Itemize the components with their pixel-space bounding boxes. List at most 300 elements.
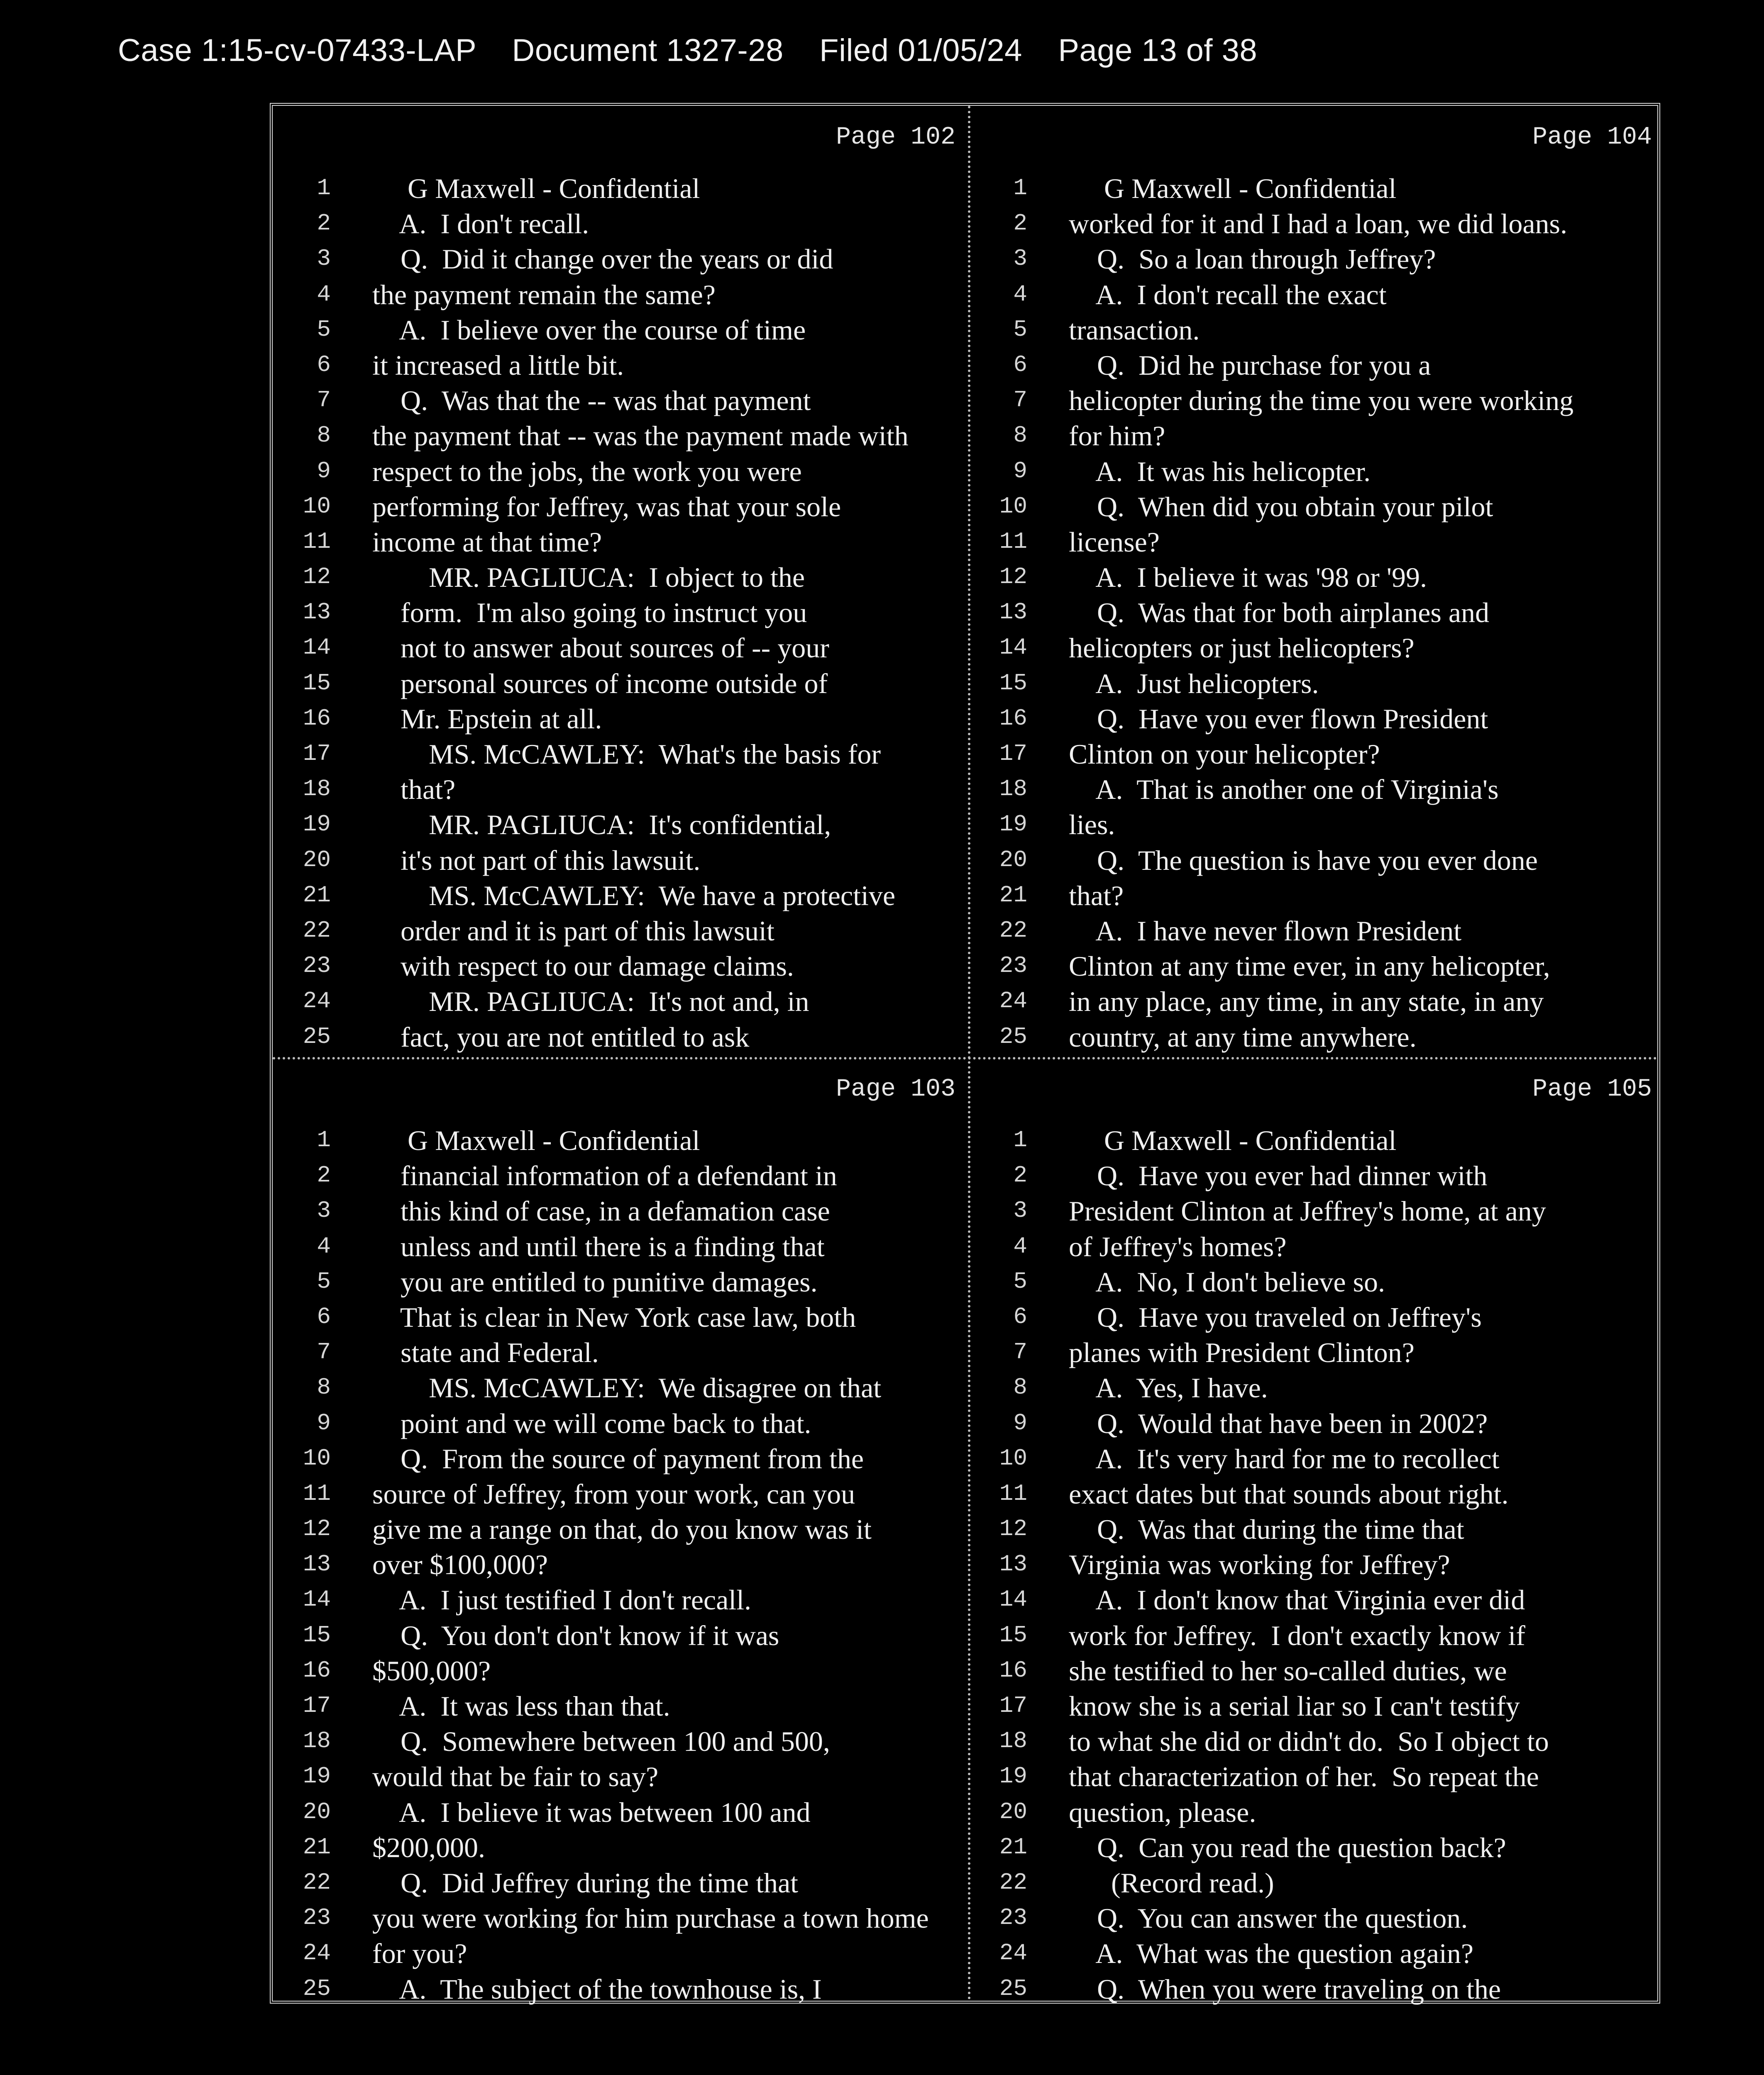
- line-text: form. I'm also going to instruct you: [372, 597, 807, 629]
- line-text: it's not part of this lawsuit.: [372, 844, 701, 876]
- transcript-line: [969, 1372, 1664, 1407]
- transcript-line: [969, 844, 1664, 879]
- transcript-line: [969, 915, 1664, 950]
- transcript-line: [273, 738, 968, 773]
- line-text: not to answer about sources of -- your: [372, 632, 829, 664]
- line-text: A. The subject of the townhouse is, I: [372, 1973, 822, 2005]
- line-text: A. I have never flown President: [1069, 915, 1462, 947]
- line-number: 17: [999, 740, 1027, 767]
- transcript-lines: [969, 172, 1664, 1056]
- transcript-line: [969, 1301, 1664, 1336]
- transcript-line: [273, 844, 968, 879]
- line-text: country, at any time anywhere.: [1069, 1021, 1417, 1053]
- line-text: A. I don't recall the exact: [1069, 278, 1387, 310]
- transcript-line: [969, 1336, 1664, 1372]
- transcript-line: [273, 1973, 968, 2008]
- transcript-line: [969, 596, 1664, 632]
- transcript-line: [969, 773, 1664, 808]
- line-text: exact dates but that sounds about right.: [1069, 1478, 1509, 1510]
- line-text: A. It's very hard for me to recollect: [1069, 1443, 1500, 1474]
- line-number: 14: [303, 634, 331, 661]
- line-number: 6: [1013, 1303, 1027, 1330]
- transcript-line: [969, 1230, 1664, 1266]
- line-number: 21: [303, 1833, 331, 1860]
- transcript-line: [273, 278, 968, 314]
- line-text: give me a range on that, do you know was it: [372, 1514, 872, 1545]
- line-text: $500,000?: [372, 1655, 491, 1687]
- line-number: 19: [999, 811, 1027, 838]
- transcript-line: [273, 1301, 968, 1336]
- transcript-line: [969, 1584, 1664, 1619]
- line-text: with respect to our damage claims.: [372, 950, 794, 982]
- line-number: 17: [303, 740, 331, 767]
- transcript-line: [969, 1690, 1664, 1725]
- transcript-line: [273, 985, 968, 1020]
- line-text: MS. McCAWLEY: What's the basis for: [372, 738, 881, 770]
- transcript-line: [969, 491, 1664, 526]
- line-number: 1: [1013, 1127, 1027, 1153]
- transcript-line: [969, 1124, 1664, 1160]
- line-number: 7: [1013, 387, 1027, 414]
- transcript-page-top-right: [969, 106, 1664, 1056]
- line-number: 10: [999, 493, 1027, 520]
- line-number: 6: [317, 351, 331, 378]
- line-text: source of Jeffrey, from your work, can you: [372, 1478, 855, 1510]
- line-number: 19: [999, 1763, 1027, 1790]
- transcript-line: [969, 738, 1664, 773]
- line-text: MR. PAGLIUCA: It's confidential,: [372, 809, 831, 841]
- line-text: A. What was the question again?: [1069, 1938, 1474, 1970]
- line-text: $200,000.: [372, 1831, 485, 1863]
- line-text: A. Just helicopters.: [1069, 667, 1319, 699]
- transcript-line: [273, 1372, 968, 1407]
- line-number: 4: [1013, 1233, 1027, 1260]
- line-text: work for Jeffrey. I don't exactly know if: [1069, 1619, 1525, 1651]
- line-number: 5: [1013, 316, 1027, 343]
- transcript-line: [969, 1867, 1664, 1902]
- line-number: 19: [303, 1763, 331, 1790]
- line-number: 22: [999, 1869, 1027, 1896]
- line-number: 9: [1013, 1409, 1027, 1436]
- page-label: Page 102: [836, 123, 955, 151]
- transcript-line: [273, 1655, 968, 1690]
- line-number: 13: [303, 599, 331, 626]
- transcript-line: [969, 172, 1664, 208]
- transcript-line: [273, 1760, 968, 1796]
- transcript-line: [273, 1548, 968, 1584]
- line-number: 20: [303, 1798, 331, 1825]
- line-text: (Record read.): [1069, 1867, 1274, 1899]
- transcript-line: [969, 1478, 1664, 1513]
- line-number: 14: [999, 1586, 1027, 1613]
- line-number: 2: [1013, 1162, 1027, 1189]
- transcript-line: [273, 703, 968, 738]
- line-text: Q. Have you ever flown President: [1069, 703, 1488, 735]
- line-number: 6: [1013, 351, 1027, 378]
- transcript-line: [273, 1902, 968, 1937]
- line-text: the payment that -- was the payment made with: [372, 420, 909, 452]
- transcript-line: [969, 314, 1664, 349]
- transcript-line: [969, 208, 1664, 243]
- transcript-line: [969, 667, 1664, 703]
- transcript-line: [273, 1513, 968, 1548]
- transcript-line: [969, 950, 1664, 985]
- line-text: that?: [372, 774, 456, 806]
- transcript-line: [969, 1513, 1664, 1548]
- transcript-line: [969, 1973, 1664, 2008]
- page-label: Page 104: [1532, 123, 1652, 151]
- transcript-line: [273, 455, 968, 491]
- page-label: Page 105: [1532, 1075, 1652, 1103]
- transcript-line: [273, 243, 968, 278]
- line-number: 16: [999, 705, 1027, 732]
- line-number: 7: [317, 387, 331, 414]
- line-number: 9: [1013, 457, 1027, 484]
- transcript-line: [273, 561, 968, 596]
- line-number: 3: [317, 1197, 331, 1224]
- line-number: 25: [303, 1023, 331, 1050]
- line-text: helicopters or just helicopters?: [1069, 632, 1415, 664]
- line-number: 13: [999, 1551, 1027, 1578]
- transcript-line: [969, 1021, 1664, 1056]
- line-text: G Maxwell - Confidential: [1069, 173, 1397, 204]
- transcript-line: [273, 1937, 968, 1972]
- line-number: 6: [317, 1303, 331, 1330]
- line-text: A. It was his helicopter.: [1069, 455, 1371, 487]
- transcript-line: [969, 808, 1664, 844]
- line-number: 8: [1013, 422, 1027, 449]
- transcript-line: [273, 1021, 968, 1056]
- line-text: Q. Somewhere between 100 and 500,: [372, 1726, 830, 1758]
- line-number: 20: [999, 846, 1027, 873]
- line-number: 9: [317, 457, 331, 484]
- page-label: Page 103: [836, 1075, 955, 1103]
- line-number: 24: [303, 988, 331, 1015]
- line-text: the payment remain the same?: [372, 278, 716, 310]
- line-text: Q. Have you traveled on Jeffrey's: [1069, 1301, 1482, 1333]
- line-number: 25: [303, 1975, 331, 2002]
- transcript-line: [969, 703, 1664, 738]
- line-text: point and we will come back to that.: [372, 1407, 811, 1439]
- transcript-line: [273, 1230, 968, 1266]
- line-number: 18: [303, 776, 331, 803]
- line-number: 21: [999, 881, 1027, 908]
- transcript-line: [273, 420, 968, 455]
- line-number: 23: [303, 952, 331, 979]
- line-text: A. I believe over the course of time: [372, 314, 806, 346]
- line-text: Mr. Epstein at all.: [372, 703, 602, 735]
- line-text: Q. Have you ever had dinner with: [1069, 1160, 1488, 1192]
- line-text: she testified to her so-called duties, we: [1069, 1655, 1507, 1687]
- transcript-line: [273, 632, 968, 667]
- transcript-line: [273, 915, 968, 950]
- line-number: 10: [999, 1445, 1027, 1472]
- line-number: 12: [999, 564, 1027, 591]
- line-number: 16: [999, 1657, 1027, 1684]
- transcript-line: [969, 1443, 1664, 1478]
- line-text: that?: [1069, 879, 1124, 911]
- transcript-line: [969, 526, 1664, 561]
- transcript-line: [273, 1831, 968, 1867]
- line-number: 18: [999, 1728, 1027, 1755]
- line-text: income at that time?: [372, 526, 602, 558]
- line-number: 5: [317, 316, 331, 343]
- line-number: 16: [303, 705, 331, 732]
- line-number: 14: [999, 634, 1027, 661]
- line-number: 10: [303, 493, 331, 520]
- line-text: this kind of case, in a defamation case: [372, 1195, 830, 1227]
- line-number: 3: [317, 245, 331, 272]
- transcript-line: [969, 1725, 1664, 1760]
- line-text: A. I don't recall.: [372, 208, 589, 240]
- line-text: it increased a little bit.: [372, 349, 624, 381]
- transcript-line: [969, 278, 1664, 314]
- line-text: Q. Was that for both airplanes and: [1069, 597, 1490, 629]
- line-number: 9: [317, 1409, 331, 1436]
- line-text: MS. McCAWLEY: We disagree on that: [372, 1372, 882, 1404]
- transcript-line: [273, 491, 968, 526]
- line-number: 22: [303, 917, 331, 944]
- transcript-line: [273, 172, 968, 208]
- line-number: 8: [317, 422, 331, 449]
- transcript-line: [273, 1266, 968, 1301]
- transcript-line: [273, 808, 968, 844]
- transcript-line: [969, 349, 1664, 384]
- line-number: 3: [1013, 1197, 1027, 1224]
- line-number: 1: [1013, 175, 1027, 201]
- transcript-line: [969, 1407, 1664, 1443]
- transcript-line: [273, 1478, 968, 1513]
- line-text: Q. You can answer the question.: [1069, 1902, 1468, 1934]
- line-number: 20: [999, 1798, 1027, 1825]
- line-number: 15: [999, 669, 1027, 696]
- transcript-line: [273, 667, 968, 703]
- line-number: 5: [1013, 1268, 1027, 1295]
- line-number: 25: [999, 1023, 1027, 1050]
- line-number: 15: [999, 1621, 1027, 1648]
- line-number: 4: [317, 1233, 331, 1260]
- line-number: 2: [317, 210, 331, 237]
- line-text: that characterization of her. So repeat the: [1069, 1761, 1539, 1793]
- line-text: would that be fair to say?: [372, 1761, 659, 1793]
- line-text: lies.: [1069, 809, 1115, 841]
- line-number: 2: [317, 1162, 331, 1189]
- transcript-line: [969, 1760, 1664, 1796]
- line-text: license?: [1069, 526, 1160, 558]
- line-text: Q. Was that during the time that: [1069, 1514, 1464, 1545]
- line-number: 25: [999, 1975, 1027, 2002]
- line-text: President Clinton at Jeffrey's home, at any: [1069, 1195, 1546, 1227]
- line-number: 12: [999, 1516, 1027, 1543]
- line-text: fact, you are not entitled to ask: [372, 1021, 750, 1053]
- line-text: A. No, I don't believe so.: [1069, 1266, 1385, 1298]
- line-number: 1: [317, 175, 331, 201]
- transcript-line: [273, 950, 968, 985]
- line-number: 13: [303, 1551, 331, 1578]
- line-number: 7: [1013, 1339, 1027, 1366]
- line-text: in any place, any time, in any state, in any: [1069, 986, 1544, 1018]
- transcript-line: [273, 208, 968, 243]
- line-number: 18: [303, 1728, 331, 1755]
- transcript-line: [273, 1796, 968, 1831]
- line-number: 11: [999, 1480, 1027, 1507]
- transcript-lines: [969, 1124, 1664, 2008]
- line-number: 24: [999, 1940, 1027, 1967]
- line-text: Q. Was that the -- was that payment: [372, 385, 811, 417]
- line-number: 11: [303, 1480, 331, 1507]
- transcript-line: [273, 1690, 968, 1725]
- line-text: Q. Would that have been in 2002?: [1069, 1407, 1488, 1439]
- transcript-lines: [273, 172, 968, 1056]
- transcript-line: [969, 420, 1664, 455]
- line-text: A. I don't know that Virginia ever did: [1069, 1584, 1525, 1616]
- transcript-line: [969, 1266, 1664, 1301]
- line-number: 20: [303, 846, 331, 873]
- line-text: helicopter during the time you were working: [1069, 385, 1574, 417]
- line-text: Q. When did you obtain your pilot: [1069, 491, 1493, 522]
- transcript-lines: [273, 1124, 968, 2008]
- line-text: question, please.: [1069, 1796, 1256, 1828]
- line-text: for him?: [1069, 420, 1165, 452]
- line-text: Clinton at any time ever, in any helicopter,: [1069, 950, 1550, 982]
- line-number: 23: [303, 1904, 331, 1931]
- transcript-line: [273, 314, 968, 349]
- case-header: Case 1:15-cv-07433-LAP Document 1327-28 Filed 01/05/24 Page 13 of 38: [117, 33, 1258, 68]
- line-text: Virginia was working for Jeffrey?: [1069, 1549, 1450, 1581]
- line-number: 18: [999, 776, 1027, 803]
- line-text: over $100,000?: [372, 1549, 548, 1581]
- line-number: 11: [303, 528, 331, 555]
- line-number: 17: [303, 1692, 331, 1719]
- line-text: G Maxwell - Confidential: [1069, 1125, 1397, 1156]
- line-text: Q. You don't don't know if it was: [372, 1619, 779, 1651]
- line-text: financial information of a defendant in: [372, 1160, 837, 1192]
- line-number: 15: [303, 1621, 331, 1648]
- line-number: 21: [303, 881, 331, 908]
- transcript-page-top-left: [273, 106, 968, 1056]
- transcript-line: [273, 1407, 968, 1443]
- line-text: Q. From the source of payment from the: [372, 1443, 864, 1474]
- line-number: 10: [303, 1445, 331, 1472]
- line-number: 15: [303, 669, 331, 696]
- transcript-line: [969, 1548, 1664, 1584]
- transcript-line: [273, 1725, 968, 1760]
- line-number: 24: [303, 1940, 331, 1967]
- transcript-line: [273, 1195, 968, 1230]
- line-text: you are entitled to punitive damages.: [372, 1266, 818, 1298]
- line-text: personal sources of income outside of: [372, 667, 828, 699]
- transcript-line: [273, 1124, 968, 1160]
- transcript-line: [969, 1160, 1664, 1195]
- transcript-line: [273, 596, 968, 632]
- line-text: Q. Did he purchase for you a: [1069, 349, 1431, 381]
- transcript-line: [969, 384, 1664, 420]
- line-number: 22: [303, 1869, 331, 1896]
- line-number: 12: [303, 564, 331, 591]
- line-text: Q. The question is have you ever done: [1069, 844, 1538, 876]
- transcript-line: [969, 1796, 1664, 1831]
- line-text: respect to the jobs, the work you were: [372, 455, 802, 487]
- line-text: unless and until there is a finding that: [372, 1230, 825, 1262]
- line-number: 12: [303, 1516, 331, 1543]
- line-text: MR. PAGLIUCA: It's not and, in: [372, 986, 809, 1018]
- line-text: Q. Can you read the question back?: [1069, 1831, 1506, 1863]
- line-number: 5: [317, 1268, 331, 1295]
- line-number: 17: [999, 1692, 1027, 1719]
- line-number: 24: [999, 988, 1027, 1015]
- transcript-line: [273, 526, 968, 561]
- transcript-line: [273, 879, 968, 915]
- transcript-page-bottom-right: [969, 1058, 1664, 2008]
- line-number: 4: [317, 281, 331, 308]
- transcript-line: [969, 879, 1664, 915]
- line-text: you were working for him purchase a town home: [372, 1902, 929, 1934]
- transcript-line: [273, 773, 968, 808]
- transcript-line: [273, 1443, 968, 1478]
- transcript-line: [969, 985, 1664, 1020]
- line-text: A. I just testified I don't recall.: [372, 1584, 752, 1616]
- transcript-line: [969, 1937, 1664, 1972]
- transcript-line: [969, 561, 1664, 596]
- line-text: G Maxwell - Confidential: [372, 173, 700, 204]
- line-text: Q. Did it change over the years or did: [372, 243, 833, 275]
- line-text: state and Federal.: [372, 1337, 599, 1369]
- line-number: 16: [303, 1657, 331, 1684]
- transcript-line: [273, 1867, 968, 1902]
- line-number: 19: [303, 811, 331, 838]
- transcript-line: [273, 1336, 968, 1372]
- line-text: That is clear in New York case law, both: [372, 1301, 856, 1333]
- line-text: order and it is part of this lawsuit: [372, 915, 774, 947]
- line-text: worked for it and I had a loan, we did loans.: [1069, 208, 1567, 240]
- transcript-line: [969, 1619, 1664, 1655]
- line-number: 2: [1013, 210, 1027, 237]
- line-text: of Jeffrey's homes?: [1069, 1230, 1287, 1262]
- line-number: 8: [1013, 1374, 1027, 1401]
- line-number: 23: [999, 952, 1027, 979]
- line-number: 14: [303, 1586, 331, 1613]
- transcript-line: [969, 1195, 1664, 1230]
- transcript-line: [273, 1160, 968, 1195]
- line-number: 13: [999, 599, 1027, 626]
- line-text: for you?: [372, 1938, 467, 1970]
- line-text: planes with President Clinton?: [1069, 1337, 1415, 1369]
- transcript-frame: [270, 103, 1660, 2004]
- transcript-line: [273, 384, 968, 420]
- transcript-line: [969, 632, 1664, 667]
- line-text: A. Yes, I have.: [1069, 1372, 1268, 1404]
- line-number: 21: [999, 1833, 1027, 1860]
- line-text: A. That is another one of Virginia's: [1069, 774, 1499, 806]
- line-text: MR. PAGLIUCA: I object to the: [372, 561, 805, 593]
- transcript-line: [273, 349, 968, 384]
- line-text: Clinton on your helicopter?: [1069, 738, 1380, 770]
- line-text: know she is a serial liar so I can't testify: [1069, 1690, 1520, 1722]
- line-number: 8: [317, 1374, 331, 1401]
- line-number: 1: [317, 1127, 331, 1153]
- line-text: A. It was less than that.: [372, 1690, 670, 1722]
- transcript-page-bottom-left: [273, 1058, 968, 2008]
- line-text: MS. McCAWLEY: We have a protective: [372, 879, 896, 911]
- transcript-line: [969, 1831, 1664, 1867]
- line-text: A. I believe it was between 100 and: [372, 1796, 811, 1828]
- transcript-line: [969, 1655, 1664, 1690]
- line-text: to what she did or didn't do. So I object to: [1069, 1726, 1549, 1758]
- transcript-line: [273, 1619, 968, 1655]
- line-text: performing for Jeffrey, was that your sole: [372, 491, 841, 522]
- line-text: transaction.: [1069, 314, 1200, 346]
- transcript-line: [969, 243, 1664, 278]
